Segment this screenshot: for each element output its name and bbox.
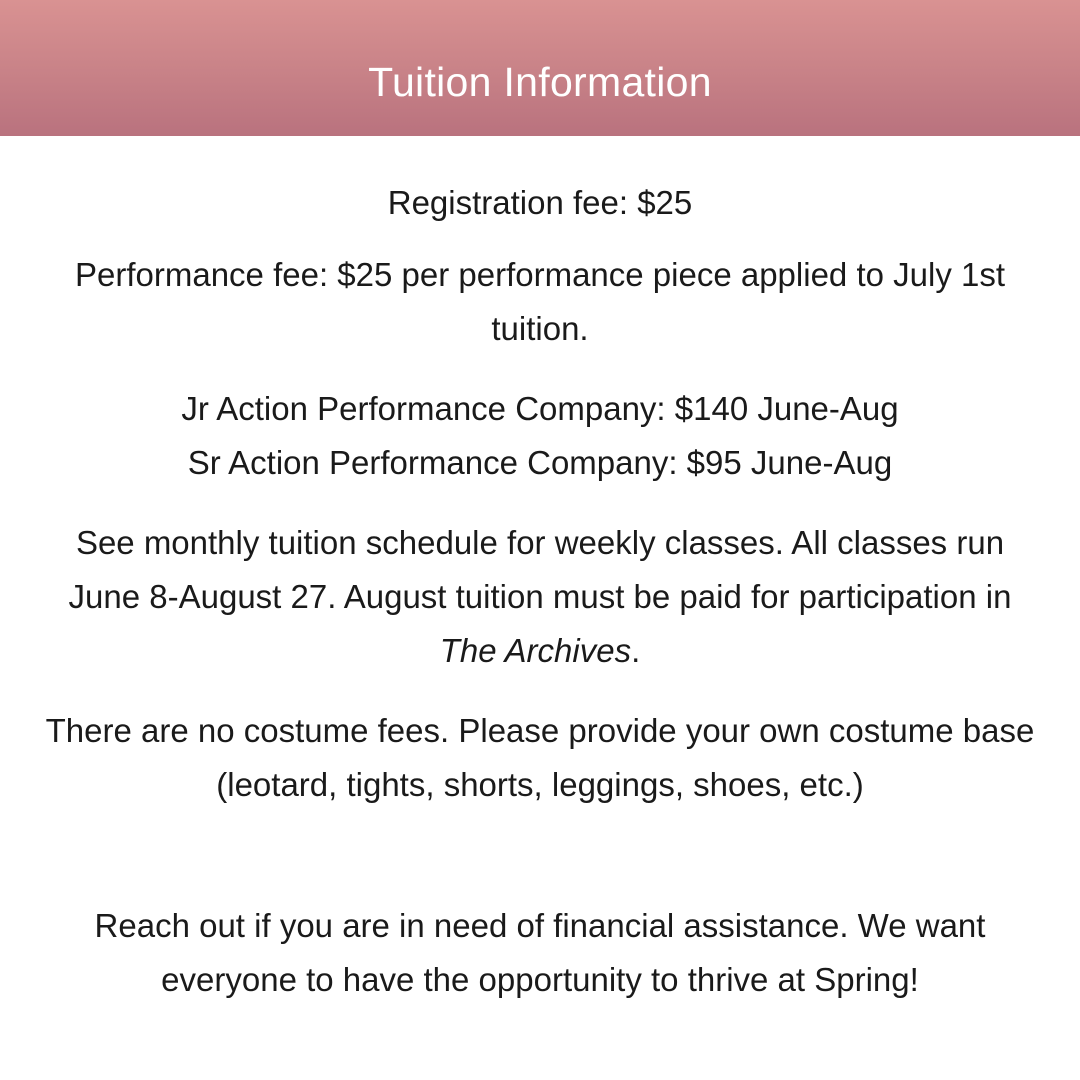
company-fees [40,382,1040,490]
archives-event-name: The Archives [439,632,632,669]
schedule-main-text: See monthly tuition schedule for weekly classes. All classes run June 8-August 27. August tuition must be paid for participation in [68,524,1012,615]
tuition-content [40,176,1040,1007]
schedule-text [40,516,1040,678]
sr-company-fee-text: Sr Action Performance Company: $95 June-Aug [187,444,893,481]
schedule-end-punct: . [631,632,641,669]
page-title: Tuition Information [368,58,712,105]
header-banner [0,0,1080,136]
financial-assistance-text: Reach out if you are in need of financial assistance. We want everyone to have the opportunity to thrive at Spring! [94,907,986,998]
performance-fee-text: Performance fee: $25 per performance piece applied to July 1st tuition. [74,256,1006,347]
registration-fee-text: Registration fee: $25 [387,184,693,221]
jr-company-fee-text: Jr Action Performance Company: $140 June-Aug [181,390,899,427]
costume-text: There are no costume fees. Please provide your own costume base (leotard, tights, shorts, leggings, shoes, etc.) [45,712,1035,803]
